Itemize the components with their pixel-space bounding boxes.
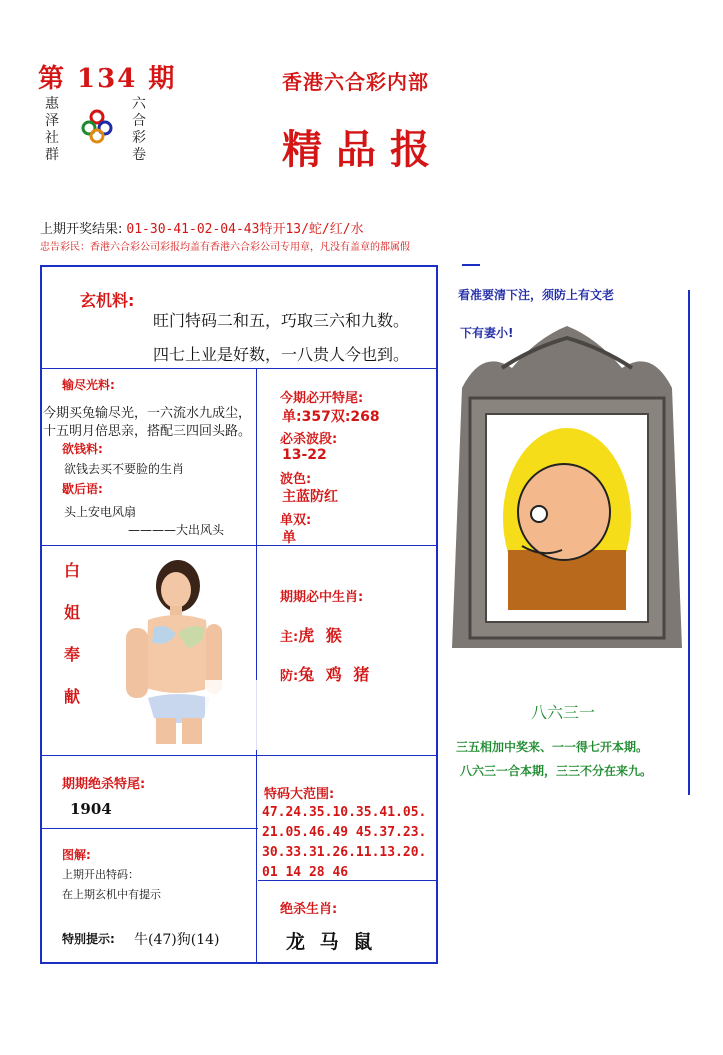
xuanji-line-1: 旺门特码二和五，巧取三六和九数。	[153, 311, 410, 330]
model-char-2: 姐	[63, 603, 80, 622]
must-zodiac-guard-value: 兔 鸡 猪	[298, 665, 373, 684]
vertical-label-right: 六合彩卷	[132, 96, 146, 163]
issue-number: 第 134 期	[38, 64, 177, 94]
frame-mid	[436, 265, 438, 963]
kill-zodiac-title: 绝杀生肖:	[280, 902, 338, 917]
right-caption: 八六三一	[531, 703, 596, 722]
must-zodiac-main-value: 虎 猴	[298, 626, 345, 645]
xiehouyu-title: 歇后语:	[62, 482, 103, 496]
xuanji-title: 玄机料:	[80, 291, 135, 310]
last-result	[40, 218, 364, 237]
wave-kill-title: 必杀波段:	[280, 432, 338, 447]
must-zodiac-main-label: 主:	[280, 630, 299, 645]
yuqian-text: 欲钱去买不要脸的生肖	[64, 462, 185, 476]
special-tip-value: 牛(47)狗(14)	[134, 932, 220, 948]
frame-bottom	[40, 962, 438, 964]
yuqian-title: 欲钱料:	[62, 442, 103, 456]
kill-tail-value: 1904	[70, 800, 112, 818]
right-sub-text: 下有妻小!	[460, 326, 514, 340]
frame-left	[40, 265, 42, 963]
tail-value: 单:357双:268	[282, 409, 380, 425]
range-row-1: 47.24.35.10.35.41.05.	[262, 805, 427, 820]
divider-1	[40, 368, 438, 369]
right-poem-1: 三五相加中奖来、一一得七开本期。	[456, 740, 649, 754]
divider-2	[40, 545, 438, 546]
diagram-line-1: 上期开出特码：	[62, 868, 139, 881]
must-zodiac-title: 期期必中生肖:	[280, 590, 364, 605]
range-row-2: 21.05.46.49 45.37.23.	[262, 825, 427, 840]
must-zodiac-guard-label: 防:	[280, 669, 299, 684]
diagram-title: 图解:	[62, 848, 91, 862]
range-row-4: 01 14 28 46	[262, 865, 349, 880]
model-char-4: 献	[63, 687, 80, 706]
kill-tail-title: 期期绝杀特尾:	[62, 777, 146, 792]
warning-note: 忠告彩民：香港六合彩公司彩报均盖有香港六合彩公司专用章，凡没有盖章的都属假	[40, 242, 410, 253]
special-tip-label: 特别提示:	[62, 932, 115, 946]
xiehouyu-text: 头上安电风扇	[64, 505, 137, 519]
divider-3	[40, 755, 438, 756]
brand-name: 香港六合彩内部	[282, 70, 429, 94]
wave-color-title: 波色:	[280, 472, 312, 487]
shujin-title: 输尽光料:	[62, 378, 115, 392]
shujin-line-1: 今期买兔输尽光，一六流水九成尘，	[43, 406, 252, 421]
logo-icon	[80, 108, 114, 148]
model-char-1: 白	[63, 561, 80, 580]
wave-color-value: 主蓝防红	[282, 489, 338, 505]
right-poem-2: 八六三一合本期，三三不分在来九。	[460, 764, 653, 778]
odd-even-value: 单	[282, 530, 296, 546]
odd-even-title: 单双:	[280, 513, 312, 528]
last-result-label: 上期开奖结果:	[40, 222, 123, 237]
last-result-numbers: 01-30-41-02-04-43特开13/蛇/红/水	[126, 222, 364, 237]
divider-vertical	[256, 368, 257, 962]
right-top-text: 看准要清下注，须防上有文老	[458, 288, 615, 302]
shujin-line-2: 十五明月倍思亲，搭配三四回头路。	[43, 424, 252, 439]
blur-patch	[205, 680, 435, 750]
range-row-3: 30.33.31.26.11.13.20.	[262, 845, 427, 860]
xiehouyu-answer: ————大出风头	[128, 523, 225, 537]
ornate-frame-picture	[442, 318, 692, 662]
must-zodiac-guard	[280, 662, 372, 685]
page-title: 精品报	[282, 126, 444, 173]
must-zodiac-main	[280, 623, 345, 646]
xuanji-line-2: 四七上业是好数，一八贵人今也到。	[153, 345, 410, 364]
range-title: 特码大范围:	[264, 787, 335, 802]
diagram-line-2: 在上期玄机中有提示	[62, 888, 161, 901]
model-char-3: 奉	[63, 645, 80, 664]
divider-4	[40, 828, 258, 829]
vertical-label-left: 惠泽社群	[45, 96, 59, 163]
frame-right-tick	[462, 264, 480, 266]
wave-kill-value: 13-22	[282, 447, 327, 463]
tail-title: 今期必开特尾:	[280, 391, 364, 406]
frame-top	[40, 265, 438, 267]
kill-zodiac-value: 龙 马 鼠	[286, 931, 377, 953]
